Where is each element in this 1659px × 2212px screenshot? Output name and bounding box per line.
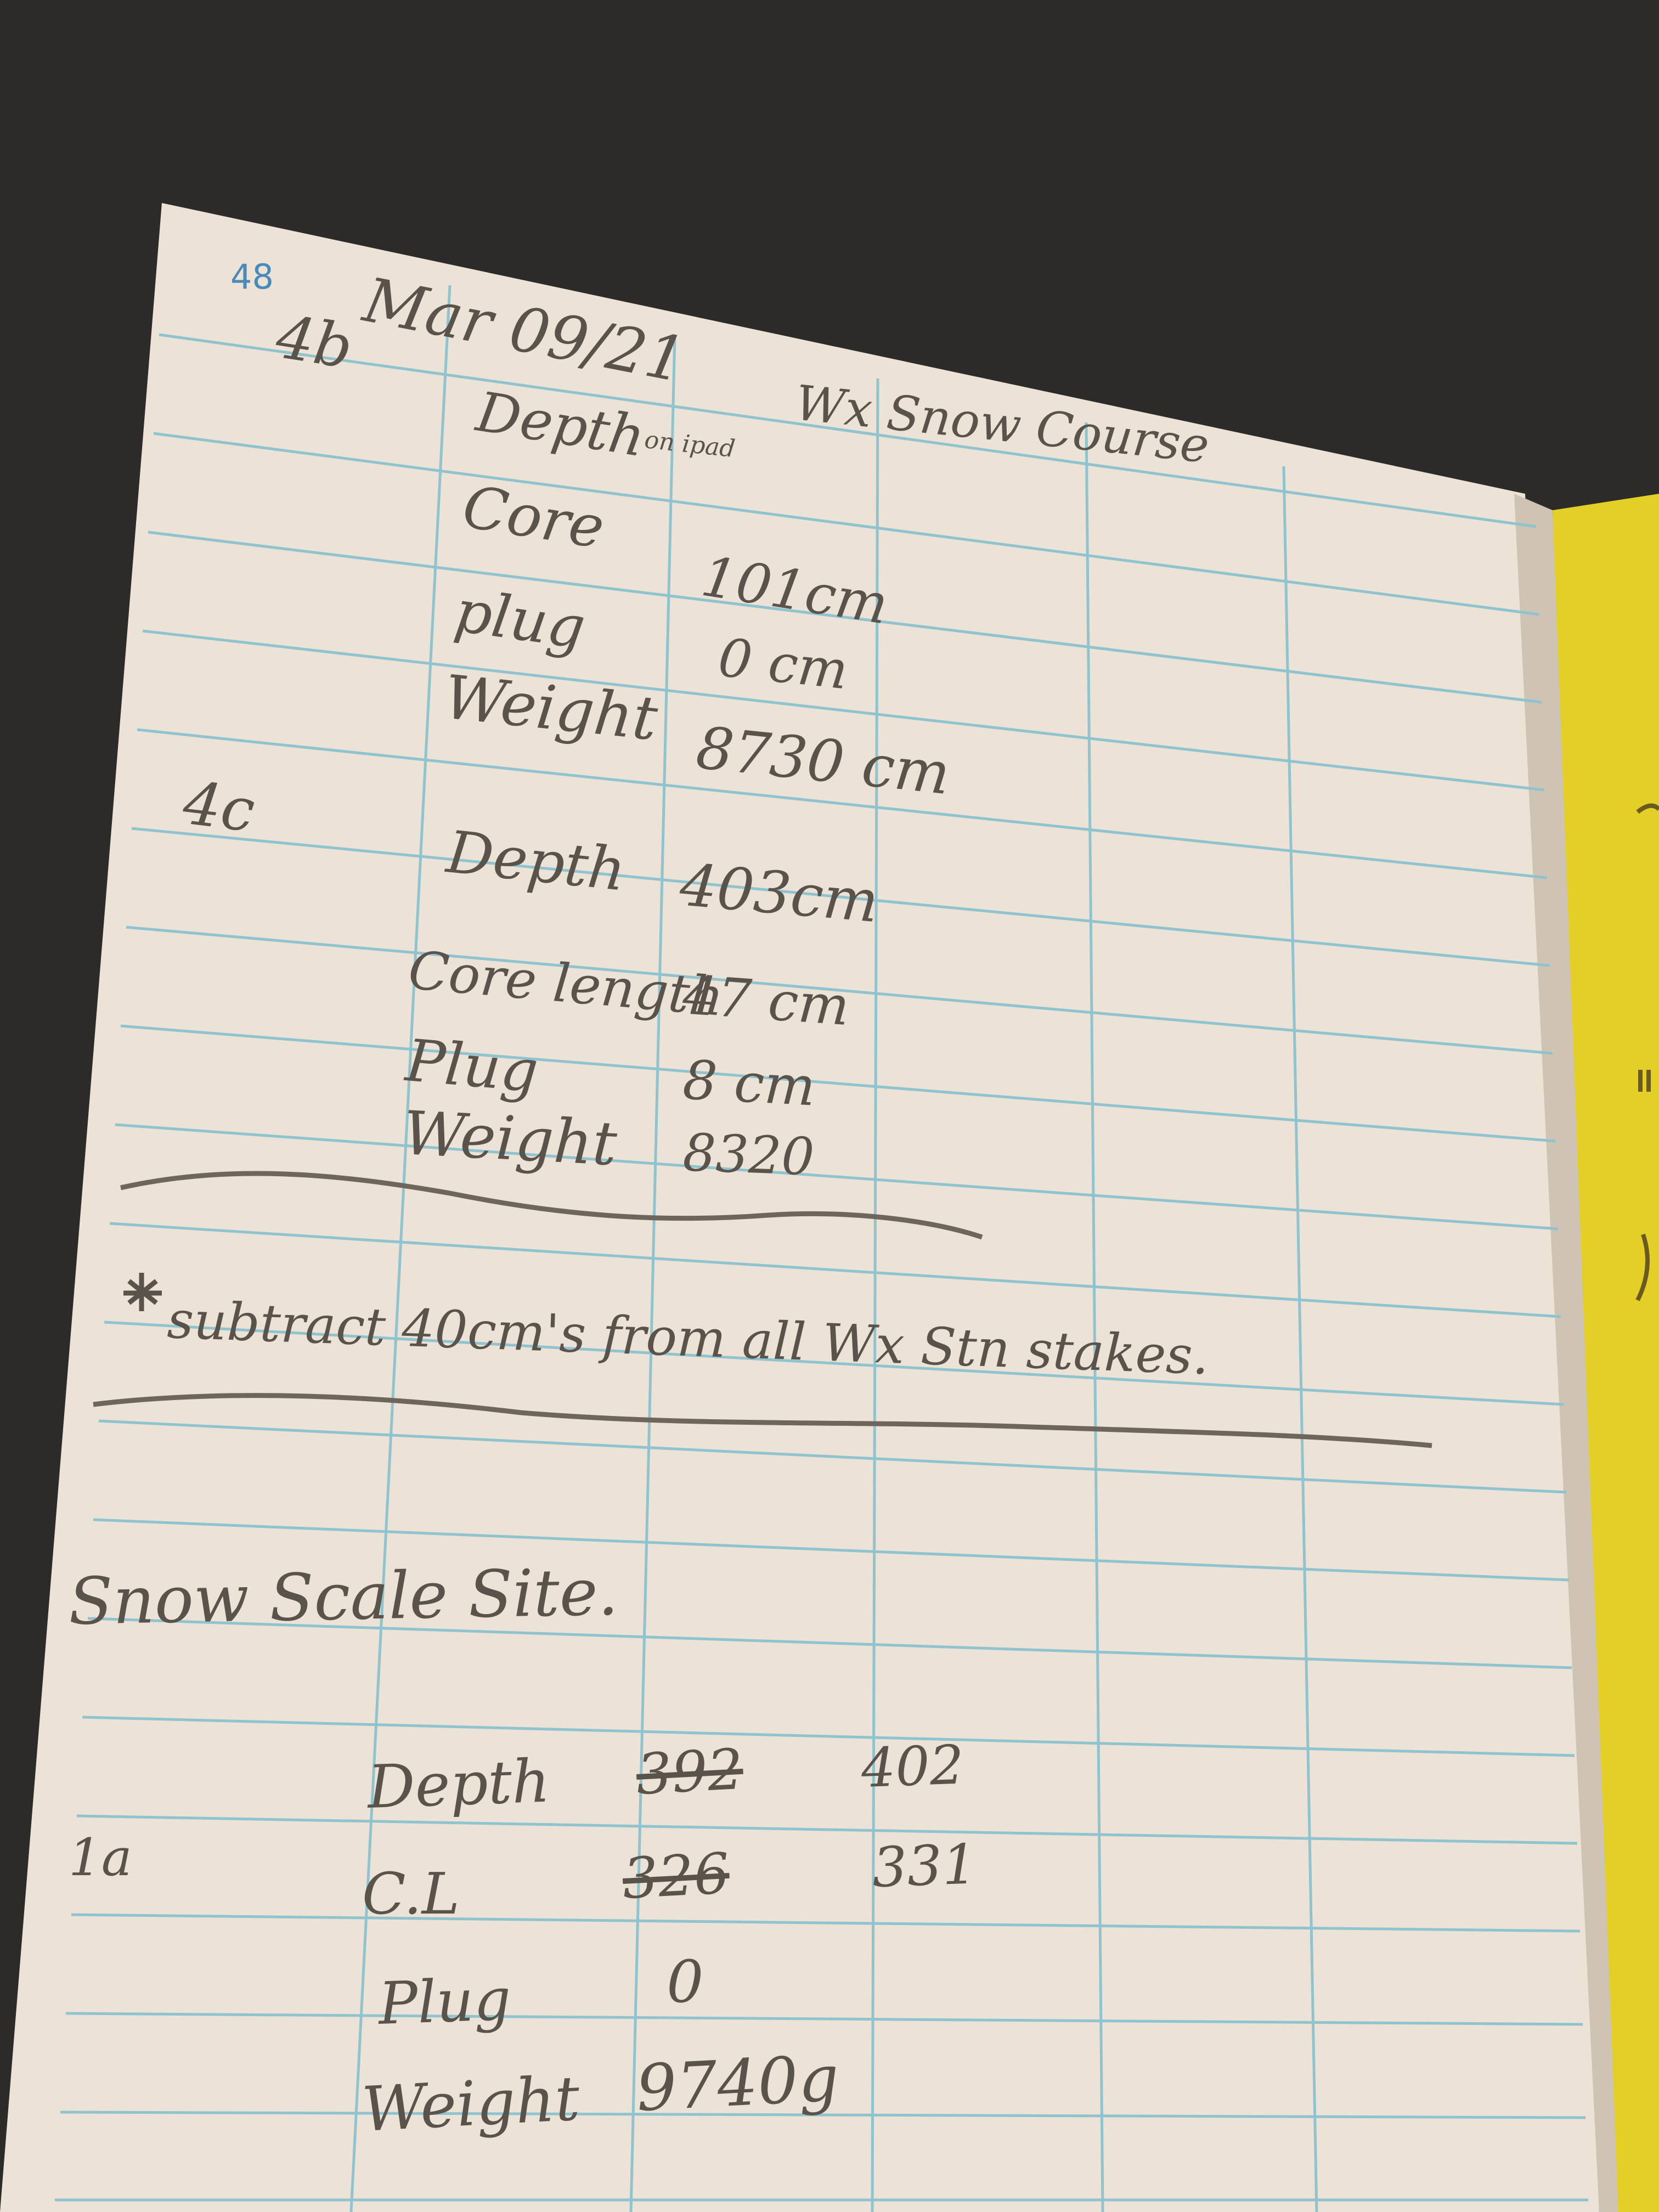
header-date: Mar 09/21 [358,264,691,397]
site-4b-label: 4b [272,302,358,382]
snow-scale-plug-label: Plug [377,1965,512,2038]
header-title: Wx Snow Course [792,374,1212,474]
site-4c-plug-label: Plug [403,1026,541,1105]
snow-scale-cl-struck: 326 [620,1841,731,1912]
snow-scale-weight-value: 9740g [634,2041,841,2126]
snow-scale-weight-label: Weight [360,2063,582,2146]
site-4b-core-label: Core [458,472,609,562]
site-4b-plug-label: plug [450,577,590,662]
site-4c-core-label: Core length [406,939,726,1028]
snow-scale-depth-struck: 392 [634,1736,745,1808]
site-4c-weight-label: Weight [401,1098,619,1180]
site-4b-core-value: 101cm [697,544,893,637]
stake-correction-note: subtract 40cm's from all Wx Stn stakes. [166,1290,1210,1387]
snow-scale-cl-value: 331 [871,1832,978,1900]
site-4c-core-value: 47 cm [681,964,851,1039]
site-4b-depth-note: on ipad [643,426,737,464]
site-4c-plug-value: 8 cm [681,1049,817,1119]
site-4b-depth-label: Depth [472,379,650,470]
site-4c-weight-value: 8320 [682,1123,816,1188]
snow-scale-depth-label: Depth [366,1747,551,1822]
site-4c-depth-label: Depth [443,818,629,904]
site-4b-weight-value: 8730 cm [693,714,953,808]
page-number: 48 [230,257,274,297]
site-4c-depth-value: 403cm [677,851,882,936]
site-4c-label: 4c [179,769,258,846]
notebook-page [0,203,1599,2212]
snow-scale-depth-value: 402 [860,1734,965,1800]
snow-scale-plug-value: 0 [667,1948,704,2016]
snow-scale-heading: Snow Scale Site. [67,1554,619,1639]
site-4b-weight-label: Weight [441,662,661,754]
snow-scale-site-label: 1a [69,1828,132,1888]
site-4b-plug-value: 0 cm [715,627,851,702]
snow-scale-cl-label: C.L [362,1860,460,1927]
